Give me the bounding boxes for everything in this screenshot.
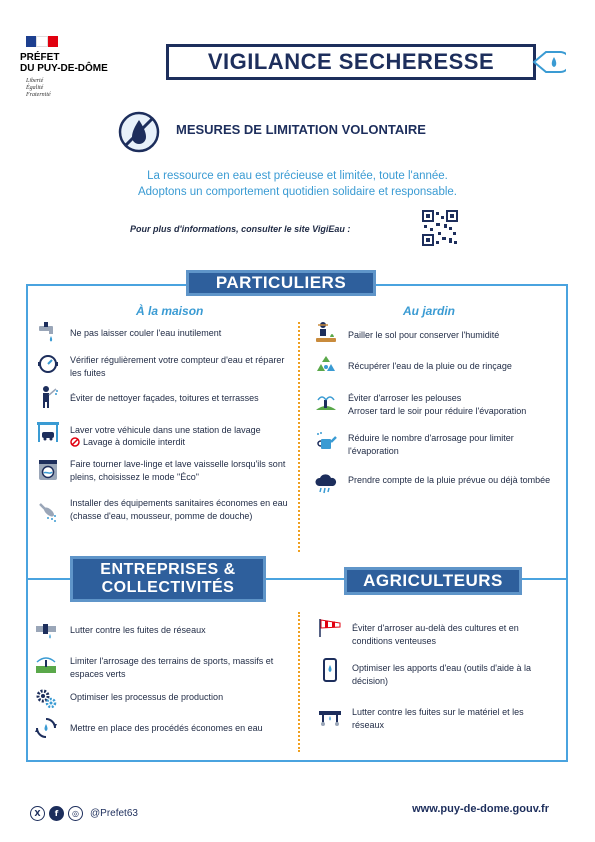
- intro-text: [60, 168, 535, 200]
- social-links: [30, 806, 138, 821]
- rain-cloud-icon: [314, 472, 338, 496]
- page-title: VIGILANCE SECHERESSE: [207, 49, 495, 74]
- intro-line-2: Adoptons un comportement quotidien solidaire et responsable.: [137, 186, 457, 198]
- jardin-item-2: Récupérer l'eau de la pluie ou de rinçage: [348, 361, 512, 371]
- website-url[interactable]: www.puy-de-dome.gouv.fr: [412, 803, 549, 815]
- prefet-line-2: DU PUY-DE-DÔME: [20, 63, 108, 74]
- cleaning-person-icon: [36, 385, 60, 409]
- agriculteurs-item-1: Éviter d'arroser au-delà des cultures et en conditions venteuses: [352, 623, 519, 646]
- no-water-icon: [118, 111, 160, 153]
- irrigation-equipment-icon: [318, 703, 342, 727]
- column-separator: [298, 322, 300, 552]
- jardin-item-4: Réduire le nombre d'arrosage pour limiter l'évaporation: [348, 433, 514, 456]
- gardener-mulch-icon: [314, 320, 338, 344]
- entreprises-banner-line-2: COLLECTIVITÉS: [101, 579, 235, 596]
- sports-field-sprinkler-icon: [34, 652, 58, 676]
- maison-heading: À la maison: [136, 304, 204, 318]
- jardin-item-3: [348, 392, 563, 417]
- car-wash-icon: [36, 420, 60, 444]
- agriculteurs-banner-label: AGRICULTEURS: [363, 571, 503, 590]
- recycle-icon: [314, 353, 338, 377]
- agriculteurs-banner: [344, 567, 522, 595]
- lawn-sprinkler-icon: [314, 390, 338, 414]
- water-drop-tag-icon: [532, 48, 566, 76]
- intro-line-1: La ressource en eau est précieuse et limitée, toute l'année.: [147, 170, 448, 182]
- motto-2: Égalité: [26, 85, 44, 91]
- entreprises-item-3: Optimiser les processus de production: [70, 692, 224, 702]
- maison-item-3: Éviter de nettoyer façades, toitures et terrasses: [70, 393, 259, 403]
- gears-icon: [34, 686, 58, 710]
- prefet-line-1: PRÉFET: [20, 52, 60, 63]
- washing-machine-icon: [36, 458, 60, 482]
- jardin-item-3-line-1: Éviter d'arroser les pelouses: [348, 393, 462, 403]
- jardin-heading: Au jardin: [403, 304, 456, 318]
- prefecture-logo-text: [20, 52, 130, 74]
- motto-3: Fraternité: [26, 92, 51, 98]
- windsock-icon: [318, 615, 342, 639]
- maison-item-1: Ne pas laisser couler l'eau inutilement: [70, 328, 222, 338]
- motto-1: Liberté: [26, 78, 44, 84]
- prohibited-icon: [70, 437, 80, 447]
- qr-code-icon[interactable]: [422, 210, 458, 246]
- maison-item-4: Laver votre véhicule dans une station de lavage: [70, 425, 261, 435]
- maison-item-4-warning: Lavage à domicile interdit: [83, 437, 186, 447]
- entreprises-item-4: Mettre en place des procédés économes en eau: [70, 723, 263, 733]
- agriculteurs-item-3: Lutter contre les fuites sur le matériel et les réseaux: [352, 707, 524, 730]
- page-title-box: [166, 44, 536, 80]
- entreprises-item-2: Limiter l'arrosage des terrains de sports, massifs et espaces verts: [70, 656, 274, 679]
- maison-item-6: Installer des équipements sanitaires économes en eau (chasse d'eau, mousseur, pomme de douche): [70, 498, 288, 521]
- water-meter-icon: [36, 352, 60, 376]
- maison-item-5: Faire tourner lave-linge et lave vaisselle lorsqu'ils sont pleins, choisissez le mode "Éco": [70, 459, 286, 482]
- jardin-item-1: Pailler le sol pour conserver l'humidité: [348, 330, 500, 340]
- jardin-item-3-line-2: Arroser tard le soir pour réduire l'évaporation: [348, 405, 527, 416]
- french-flag-logo: [26, 36, 58, 47]
- water-cycle-icon: [34, 716, 58, 740]
- particuliers-banner: [186, 270, 376, 296]
- subtitle: MESURES DE LIMITATION VOLONTAIRE: [176, 122, 426, 137]
- facebook-icon[interactable]: f: [49, 806, 64, 821]
- social-handle[interactable]: @Prefet63: [90, 808, 138, 819]
- shower-head-icon: [36, 500, 60, 524]
- motto: [26, 78, 86, 99]
- particuliers-banner-label: PARTICULIERS: [215, 273, 347, 292]
- column-separator-lower: [298, 612, 300, 752]
- info-text: Pour plus d'informations, consulter le site VigiEau :: [130, 224, 351, 234]
- jardin-item-5: Prendre compte de la pluie prévue ou déjà tombée: [348, 475, 551, 485]
- watering-can-icon: [314, 430, 338, 454]
- pipe-leak-icon: [34, 617, 58, 641]
- faucet-icon: [36, 320, 60, 344]
- entreprises-banner: [70, 556, 266, 602]
- instagram-icon[interactable]: ◎: [68, 806, 83, 821]
- x-twitter-icon[interactable]: X: [30, 806, 45, 821]
- agriculteurs-item-2: Optimiser les apports d'eau (outils d'aide à la décision): [352, 663, 532, 686]
- entreprises-banner-line-1: ENTREPRISES &: [100, 561, 236, 578]
- smartphone-icon: [318, 658, 342, 682]
- entreprises-item-1: Lutter contre les fuites de réseaux: [70, 625, 206, 635]
- maison-item-2: Vérifier régulièrement votre compteur d'eau et réparer les fuites: [70, 355, 285, 378]
